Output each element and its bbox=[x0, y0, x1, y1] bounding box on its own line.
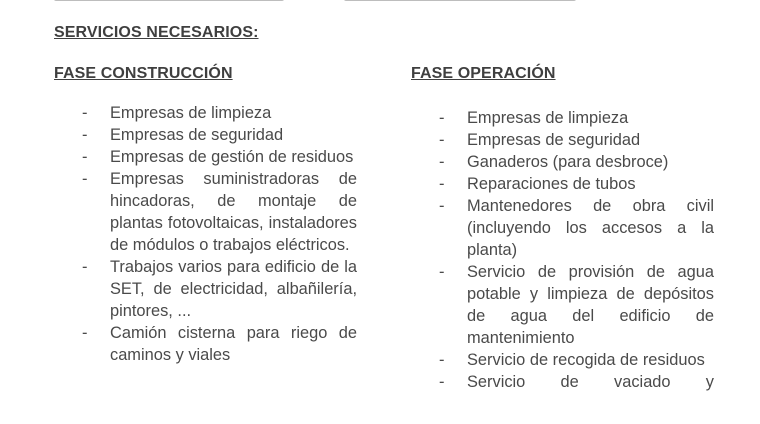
list-item bbox=[411, 107, 714, 129]
operation-phase-title: FASE OPERACIÓN bbox=[411, 65, 556, 82]
bullet-dash: - bbox=[439, 153, 445, 171]
bullet-dash: - bbox=[439, 263, 445, 281]
list-item bbox=[411, 349, 714, 371]
list-item-text: Ganaderos (para desbroce) bbox=[467, 153, 669, 171]
list-item-text: Empresas de gestión de residuos bbox=[110, 148, 354, 166]
operation-services-list bbox=[411, 107, 714, 393]
list-item-text: Empresas de seguridad bbox=[467, 131, 641, 149]
services-heading: SERVICIOS NECESARIOS: bbox=[54, 24, 259, 41]
list-item-text: Mantenedores de obra civil (incluyendo los accesos a la planta) bbox=[467, 197, 714, 259]
list-item bbox=[411, 151, 714, 173]
list-item bbox=[411, 261, 714, 349]
bullet-dash: - bbox=[82, 148, 88, 166]
bullet-dash: - bbox=[82, 170, 88, 188]
list-item bbox=[411, 173, 714, 195]
bullet-dash: - bbox=[439, 175, 445, 193]
bullet-dash: - bbox=[439, 351, 445, 369]
list-item bbox=[54, 146, 357, 168]
list-item bbox=[54, 102, 357, 124]
list-item bbox=[54, 322, 357, 366]
bullet-dash: - bbox=[82, 324, 88, 342]
bullet-dash: - bbox=[82, 104, 88, 122]
bullet-dash: - bbox=[439, 131, 445, 149]
list-item bbox=[411, 371, 714, 393]
construction-phase-title: FASE CONSTRUCCIÓN bbox=[54, 65, 233, 82]
list-item bbox=[411, 129, 714, 151]
list-item-text: Servicio de vaciado y bbox=[467, 373, 714, 391]
list-item-text: Camión cisterna para riego de caminos y viales bbox=[110, 324, 357, 364]
list-item bbox=[54, 168, 357, 256]
bullet-dash: - bbox=[82, 126, 88, 144]
construction-services-list bbox=[54, 102, 357, 366]
list-item-text: Trabajos varios para edificio de la SET, de electricidad, albañilería, pintores, ... bbox=[110, 258, 357, 320]
list-item-text: Reparaciones de tubos bbox=[467, 175, 636, 193]
bullet-dash: - bbox=[439, 373, 445, 391]
list-item bbox=[54, 124, 357, 146]
list-item-text: Empresas de seguridad bbox=[110, 126, 284, 144]
list-item-text: Empresas suministradoras de hincadoras, de montaje de plantas fotovoltaicas, instaladores de módulos o trabajos eléctricos. bbox=[110, 170, 357, 254]
list-item-text: Empresas de limpieza bbox=[110, 104, 272, 122]
list-item-text: Empresas de limpieza bbox=[467, 109, 629, 127]
list-item bbox=[411, 195, 714, 261]
list-item-text: Servicio de provisión de agua potable y limpieza de depósitos de agua del edificio de mantenimiento bbox=[467, 263, 714, 347]
cut-off-text-line bbox=[54, 0, 576, 3]
bullet-dash: - bbox=[439, 109, 445, 127]
bullet-dash: - bbox=[439, 197, 445, 215]
list-item-text: Servicio de recogida de residuos bbox=[467, 351, 705, 369]
list-item bbox=[54, 256, 357, 322]
bullet-dash: - bbox=[82, 258, 88, 276]
